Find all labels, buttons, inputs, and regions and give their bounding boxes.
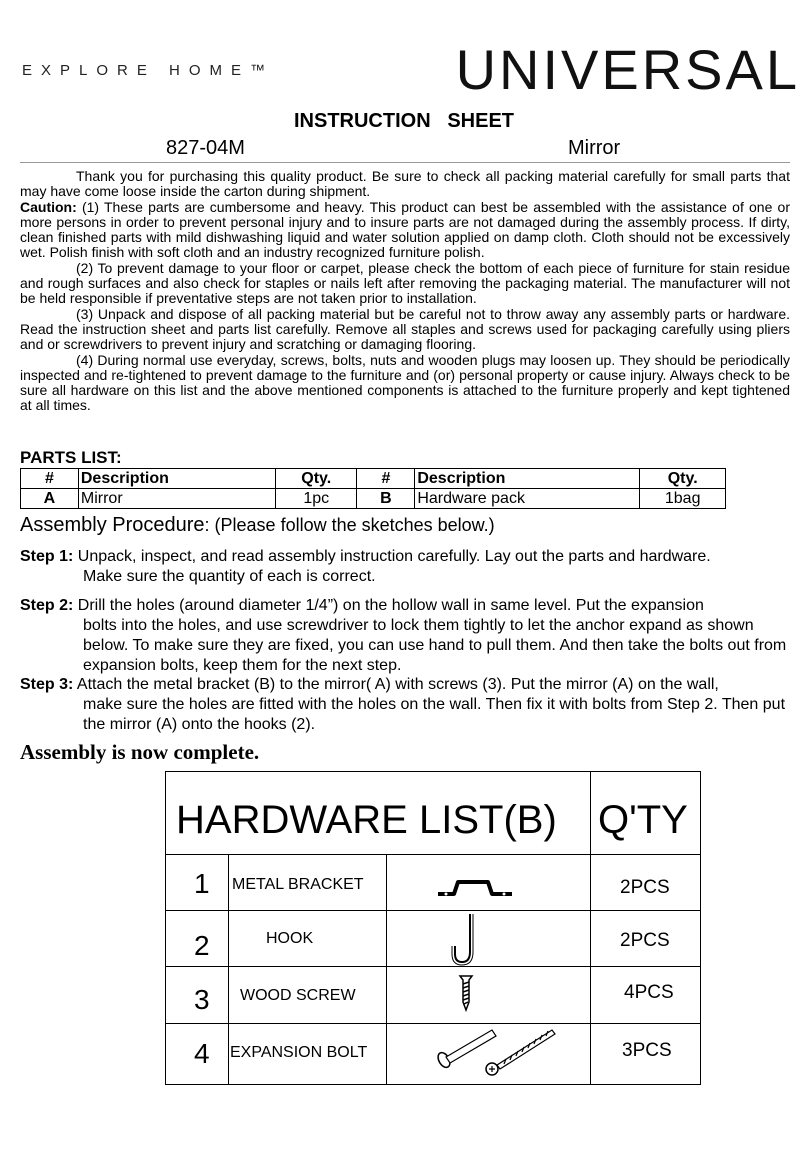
intro-paragraph-1: Thank you for purchasing this quality product. Be sure to check all packing material carefully for small parts that may have come loose inside the carton during shipment. [20, 168, 790, 200]
step-text: Unpack, inspect, and read assembly instruction carefully. Lay out the parts and hardware. [73, 548, 711, 565]
table-row [21, 489, 726, 509]
intro-paragraph-3: (3) Unpack and dispose of all packing material but be careful not to throw away any assembly parts or hardware. Read the instruction sheet and parts list carefully. Remove all staples and screws used for packaging carefully using pliers and or screwdrivers to prevent injury and scratching or damaging flooring. [20, 305, 790, 353]
hardware-item-name: WOOD SCREW [240, 987, 356, 1004]
assembly-subtitle: : (Please follow the sketches below.) [204, 515, 495, 535]
hardware-item-qty: 4PCS [624, 982, 674, 1003]
step-1 [20, 547, 790, 587]
hardware-list-table [165, 771, 701, 1085]
part-description: Hardware pack [415, 489, 640, 509]
hardware-list-title: HARDWARE LIST(B) [176, 798, 557, 842]
assembly-heading [20, 514, 495, 537]
assembly-title: Assembly Procedure [20, 514, 205, 536]
intro-paragraph-2: (2) To prevent damage to your floor or carpet, please check the bottom of each piece of furniture for stain residue and rough surfaces and also check for staples or nails left after removing the packaging material. The manufacturer will not be held responsible if preventative steps are not taken prior to installation. [20, 259, 790, 307]
step-text-continued: make sure the holes are fitted with the holes on the wall. Then fix it with bolts from Step 2. Then put the mirror (A) onto the hooks (2). [83, 696, 786, 733]
sheet-title: INSTRUCTION SHEET [293, 110, 514, 132]
hardware-item-qty: 2PCS [620, 877, 670, 898]
step-label: Step 1: [20, 548, 74, 565]
step-text: Attach the metal bracket (B) to the mirror( A) with screws (3). Put the mirror (A) on the wall, [73, 676, 719, 693]
hardware-item-name: METAL BRACKET [232, 876, 364, 893]
table-divider [166, 966, 700, 967]
caution-paragraph [20, 200, 790, 261]
metal-bracket-icon [436, 872, 516, 902]
intro-text [20, 169, 790, 414]
hardware-item-number: 3 [194, 984, 210, 1015]
col-header-num: # [21, 469, 79, 489]
part-qty: 1pc [276, 489, 357, 509]
hardware-item-name: HOOK [266, 930, 314, 947]
header-divider [20, 162, 790, 163]
table-divider [590, 772, 591, 1084]
caution-text: (1) These parts are cumbersome and heavy. This product can best be assembled with the assistance of one or more persons in order to prevent personal injury and to insure parts are not damaged during the assembly process. If dirty, clean finished parts with mild dishwashing liquid and water solution applied on damp cloth. Cloth should not be excessively wet. Polish finish with soft cloth and an industry recognized furniture polish. [20, 198, 790, 261]
hardware-item-name: EXPANSION BOLT [230, 1044, 368, 1061]
hardware-item-number: 2 [194, 930, 210, 961]
table-divider [166, 854, 700, 855]
wood-screw-icon [458, 972, 474, 1012]
hook-icon [450, 912, 480, 966]
caution-label: Caution: [20, 198, 77, 215]
col-header-description: Description [415, 469, 640, 489]
hardware-item-number: 4 [194, 1038, 210, 1069]
part-qty: 1bag [640, 489, 726, 509]
hardware-item-qty: 3PCS [622, 1040, 672, 1061]
hardware-item-qty: 2PCS [620, 930, 670, 951]
brand-name: UNIVERSAL [455, 38, 800, 101]
table-divider [228, 854, 229, 1084]
part-description: Mirror [78, 489, 275, 509]
step-3 [20, 675, 790, 735]
model-number: 827-04M [166, 137, 245, 159]
parts-list-heading: PARTS LIST: [20, 448, 122, 467]
table-divider [386, 854, 387, 1084]
expansion-bolt-icon [432, 1024, 562, 1080]
product-name: Mirror [568, 137, 621, 159]
part-id: A [21, 489, 79, 509]
brand-tagline: EXPLORE HOME™ [22, 62, 275, 79]
col-header-num: # [357, 469, 415, 489]
table-divider [166, 910, 700, 911]
hardware-qty-header: Q'TY [598, 798, 688, 842]
col-header-qty: Qty. [276, 469, 357, 489]
parts-list-table [20, 468, 726, 509]
part-id: B [357, 489, 415, 509]
assembly-complete: Assembly is now complete. [20, 740, 260, 764]
step-label: Step 3: [20, 676, 74, 693]
step-2 [20, 596, 790, 676]
step-text-continued: Make sure the quantity of each is correct. [83, 568, 376, 585]
intro-paragraph-4: (4) During normal use everyday, screws, bolts, nuts and wooden plugs may loosen up. They should be periodically inspected and re-tightened to prevent damage to the furniture and (or) personal property or cause injury. Always check to be sure all hardware on this list and the above mentioned components is attached to the furniture properly and kept tightened at all times. [20, 351, 790, 414]
parts-header-row [21, 469, 726, 489]
hardware-item-number: 1 [194, 868, 210, 899]
brand-logo [20, 40, 800, 100]
step-text-continued: bolts into the holes, and use screwdriver to lock them tightly to let the anchor expand as shown below. To make sure they are fixed, you can use hand to pull them. And then take the bolts out from expansion bolts, keep them for the next step. [83, 617, 787, 674]
col-header-description: Description [78, 469, 275, 489]
step-label: Step 2: [20, 597, 74, 614]
col-header-qty: Qty. [640, 469, 726, 489]
step-text: Drill the holes (around diameter 1/4”) on the hollow wall in same level. Put the expansion [73, 597, 704, 614]
